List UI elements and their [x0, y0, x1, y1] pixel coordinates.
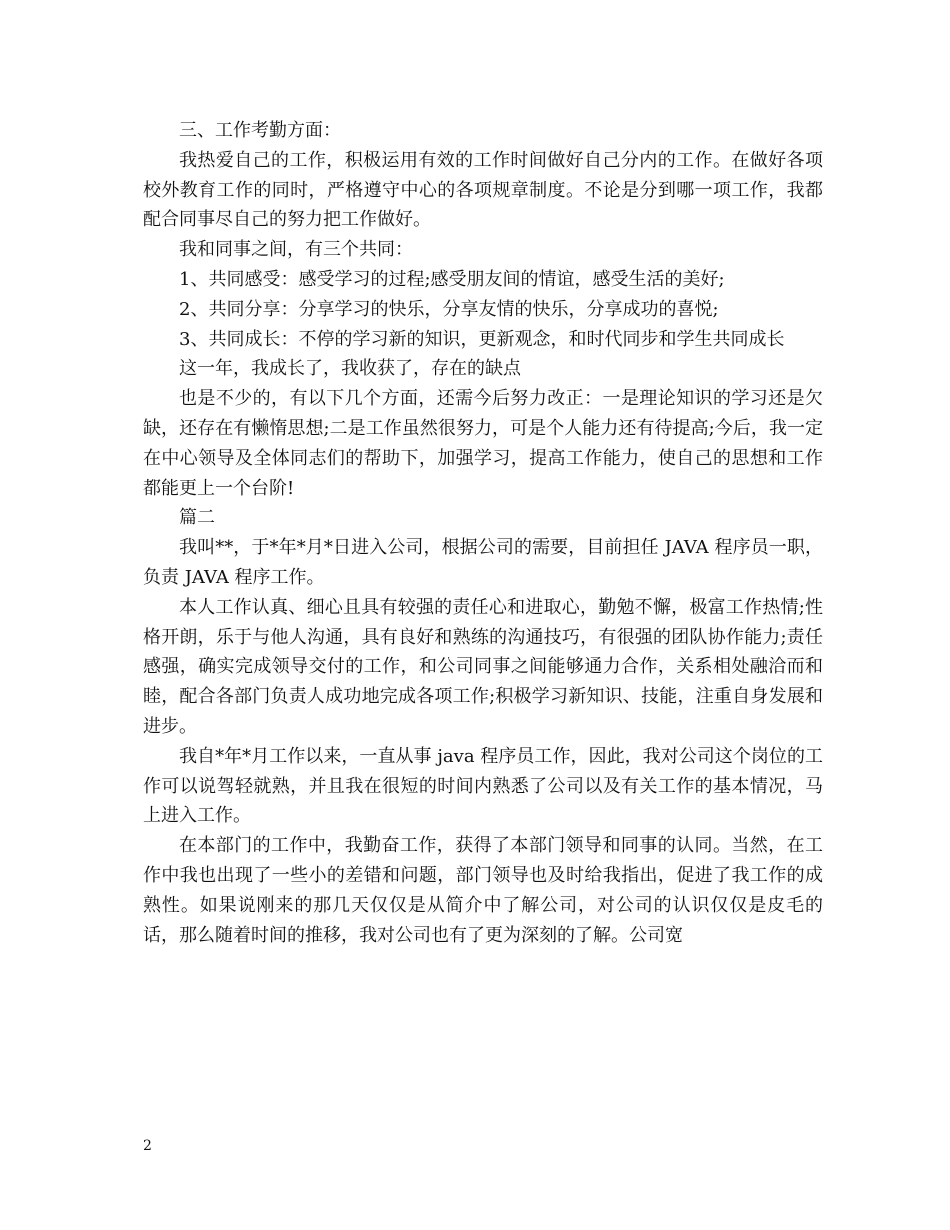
page-number: 2	[143, 1138, 152, 1154]
paragraph: 我热爱自己的工作，积极运用有效的工作时间做好自己分内的工作。在做好各项校外教育工作的同时，严格遵守中心的各项规章制度。不论是分到哪一项工作，我都配合同事尽自己的努力把工作做好。	[143, 149, 823, 231]
list-item: 3、共同成长：不停的学习新的知识，更新观念，和时代同步和学生共同成长	[179, 328, 785, 350]
page-body	[143, 116, 823, 950]
paragraph: 我自*年*月工作以来，一直从事 java 程序员工作，因此，我对公司这个岗位的工作可以说驾轻就熟，并且我在很短的时间内熟悉了公司以及有关工作的基本情况，马上进入工作。	[143, 745, 823, 827]
list-item: 2、共同分享：分享学习的快乐，分享友情的快乐，分享成功的喜悦;	[179, 298, 719, 320]
paragraph: 这一年，我成长了，我收获了，存在的缺点	[179, 358, 521, 380]
paragraph: 我叫**，于*年*月*日进入公司，根据公司的需要，目前担任 JAVA 程序员一职，负责 JAVA 程序工作。	[143, 537, 823, 588]
list-item: 1、共同感受：感受学习的过程;感受朋友间的情谊，感受生活的美好;	[179, 268, 725, 290]
paragraph: 我和同事之间，有三个共同：	[179, 239, 413, 261]
paragraph: 在本部门的工作中，我勤奋工作，获得了本部门领导和同事的认同。当然，在工作中我也出现了一些小的差错和问题，部门领导也及时给我指出，促进了我工作的成熟性。如果说刚来的那几天仅仅是从简介中了解公司，对公司的认识仅仅是皮毛的话，那么随着时间的推移，我对公司也有了更为深刻的了解。公司宽	[143, 835, 823, 946]
section-heading-part-two: 篇二	[179, 507, 215, 529]
paragraph: 本人工作认真、细心且具有较强的责任心和进取心，勤勉不懈，极富工作热情;性格开朗，乐于与他人沟通，具有良好和熟练的沟通技巧，有很强的团队协作能力;责任感强，确实完成领导交付的工作，和公司同事之间能够通力合作，关系相处融洽而和睦，配合各部门负责人成功地完成各项工作;积极学习新知识、技能，注重自身发展和进步。	[143, 596, 823, 737]
section-heading-attendance: 三、工作考勤方面：	[179, 120, 341, 141]
paragraph: 也是不少的，有以下几个方面，还需今后努力改正：一是理论知识的学习还是欠缺，还存在有懒惰思想;二是工作虽然很努力，可是个人能力还有待提高;今后，我一定在中心领导及全体同志们的帮助下，加强学习，提高工作能力，使自己的思想和工作都能更上一个台阶!	[143, 388, 823, 499]
